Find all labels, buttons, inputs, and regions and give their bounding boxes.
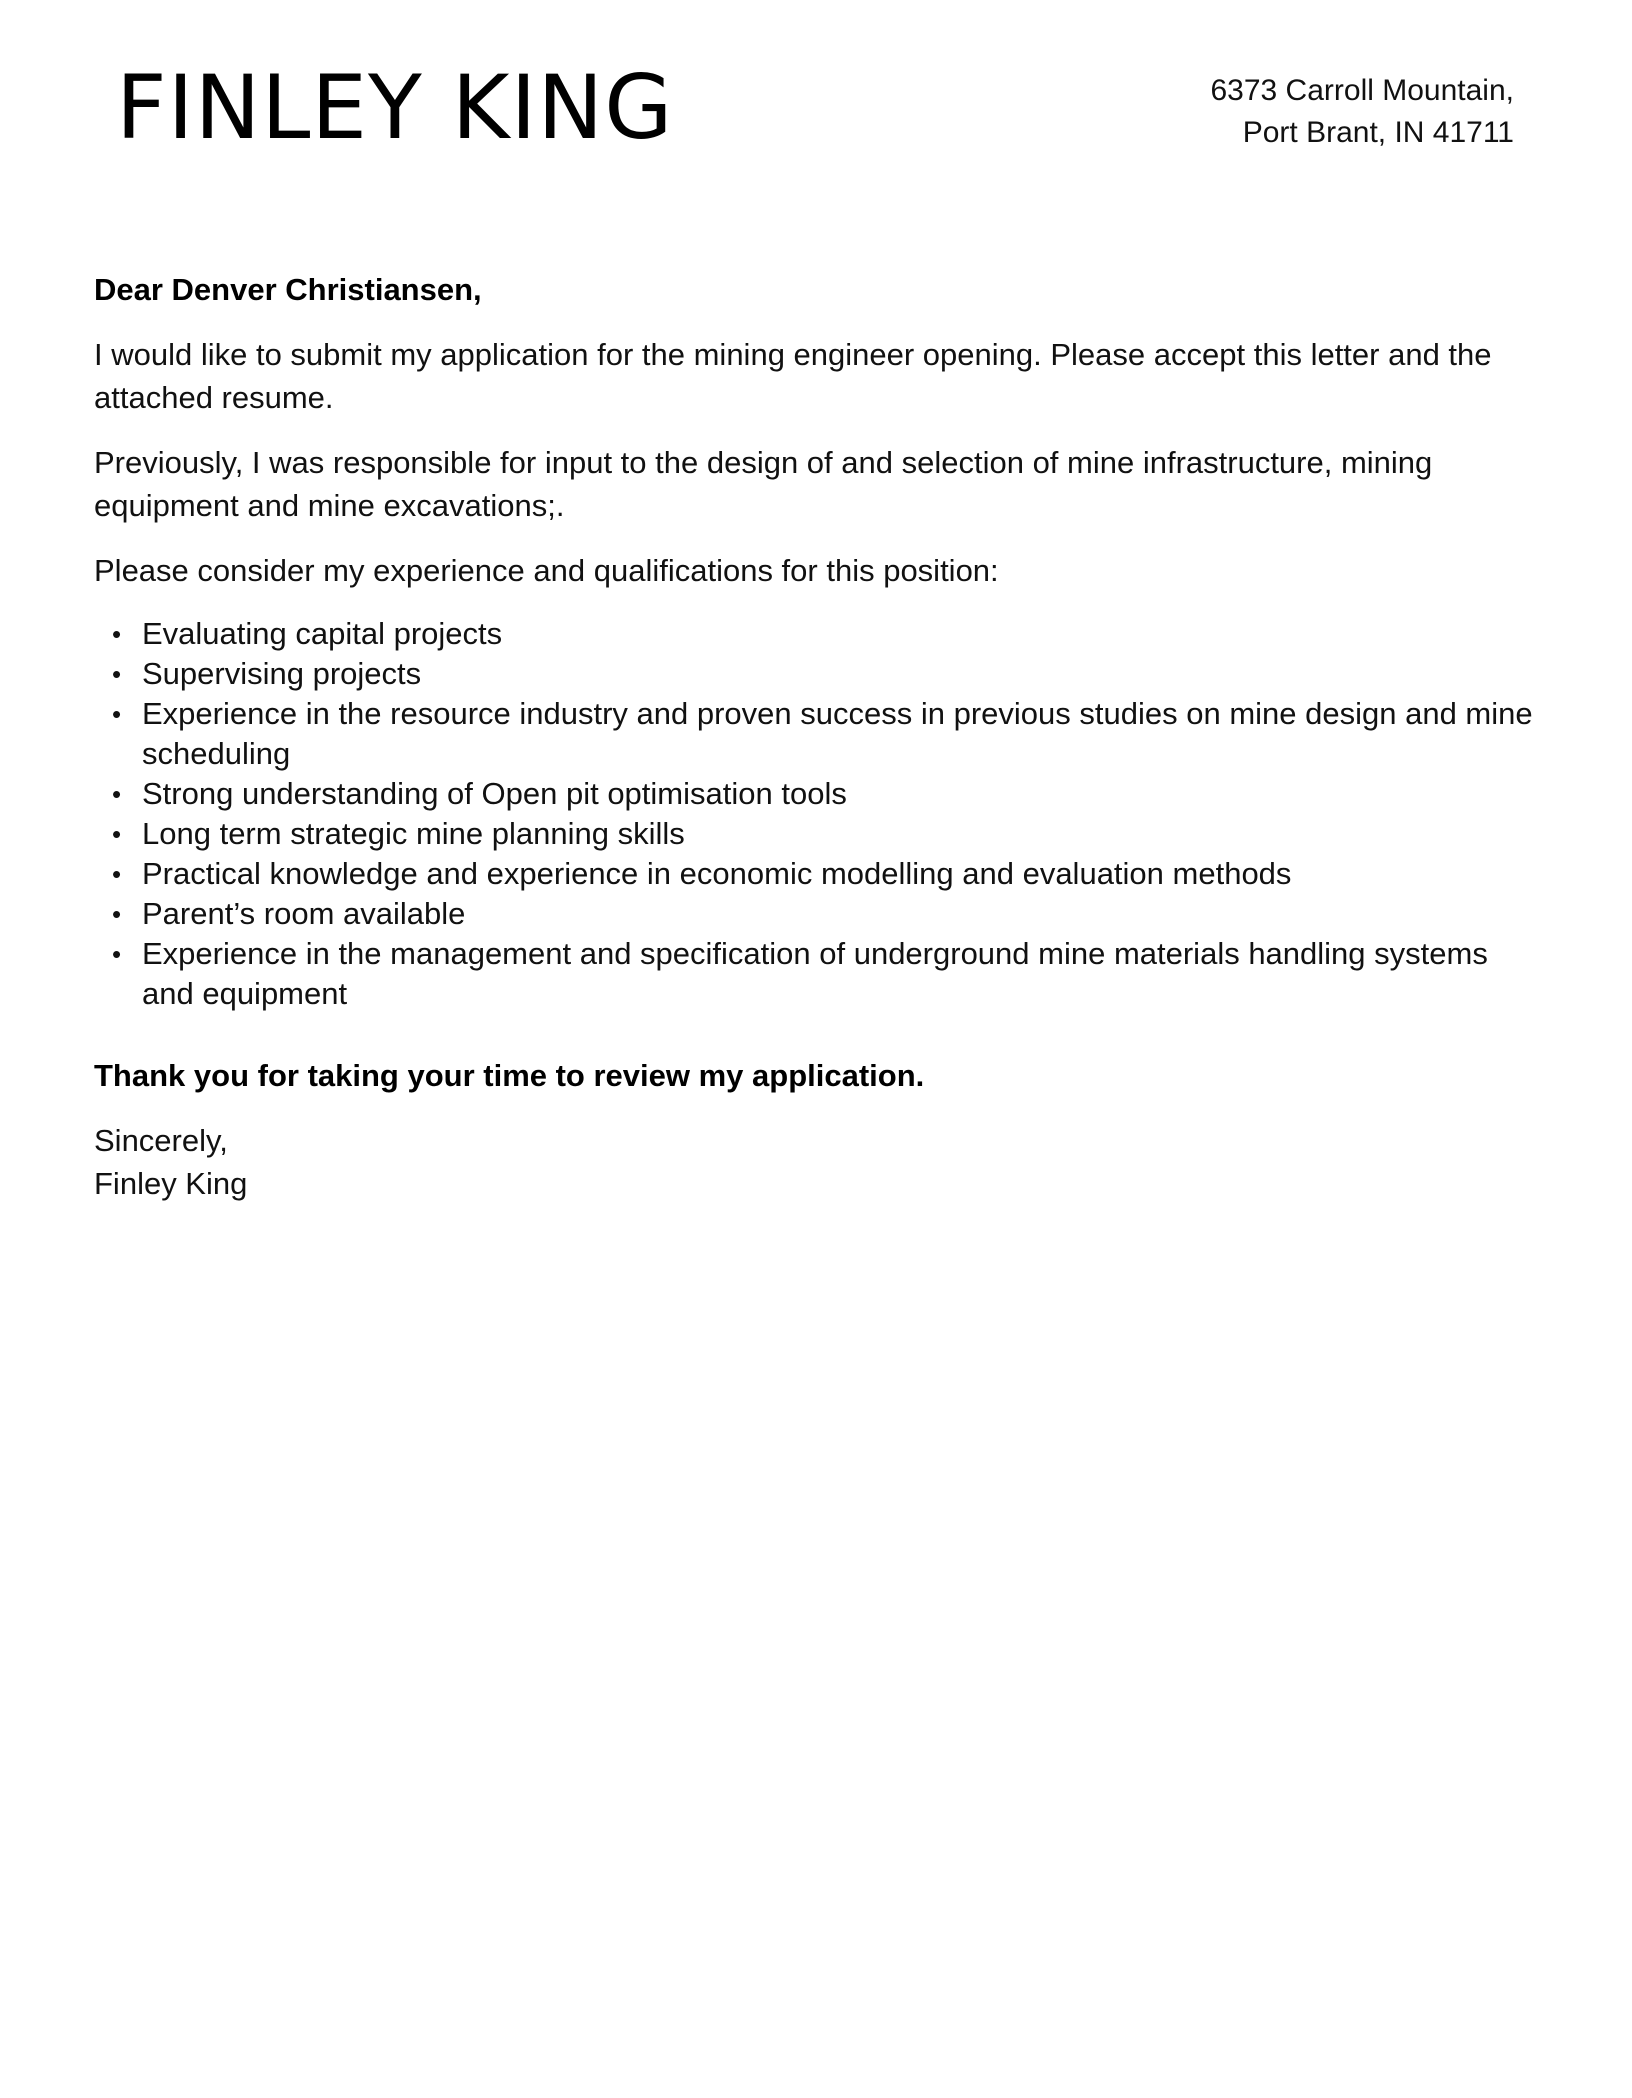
bullet-icon: • [112,779,122,809]
letter-body [94,268,1544,1205]
address-line-1: 6373 Carroll Mountain, [1210,74,1514,107]
applicant-address [1210,70,1514,154]
bullet-icon: • [112,899,122,929]
list-item [112,854,1544,894]
list-item [112,814,1544,854]
bullet-icon: • [112,859,122,889]
list-item-text: Parent’s room available [142,896,466,931]
list-item-text: Experience in the management and specification of underground mine materials handling systems and equipment [142,936,1488,1011]
bullet-icon: • [112,819,122,849]
thank-you-line: Thank you for taking your time to review my application. [94,1058,925,1093]
list-item-text: Long term strategic mine planning skills [142,816,685,851]
experience-paragraph: Previously, I was responsible for input to the design of and selection of mine infrastructure, mining equipment and mine excavations;. [94,445,1433,523]
intro-paragraph: I would like to submit my application for the mining engineer opening. Please accept this letter and the attached resume. [94,337,1492,415]
list-item [112,774,1544,814]
address-line-2: Port Brant, IN 41711 [1242,116,1514,149]
bullet-icon: • [112,619,122,649]
salutation: Dear Denver Christiansen, [94,272,482,307]
bullet-icon: • [112,699,122,729]
applicant-name: FINLEY KING [116,56,674,159]
list-item-text: Practical knowledge and experience in economic modelling and evaluation methods [142,856,1292,891]
closing: Sincerely, [94,1123,228,1158]
bullet-icon: • [112,939,122,969]
list-item [112,934,1544,1014]
list-item-text: Evaluating capital projects [142,616,503,651]
list-item [112,654,1544,694]
bullet-icon: • [112,659,122,689]
list-item [112,694,1544,774]
list-item-text: Supervising projects [142,656,422,691]
qualifications-intro: Please consider my experience and qualifications for this position: [94,553,999,588]
list-item [112,894,1544,934]
list-item-text: Experience in the resource industry and proven success in previous studies on mine design and mine scheduling [142,696,1533,771]
list-item-text: Strong understanding of Open pit optimisation tools [142,776,847,811]
list-item [112,614,1544,654]
qualifications-list [94,614,1544,1014]
signature-name: Finley King [94,1166,248,1201]
